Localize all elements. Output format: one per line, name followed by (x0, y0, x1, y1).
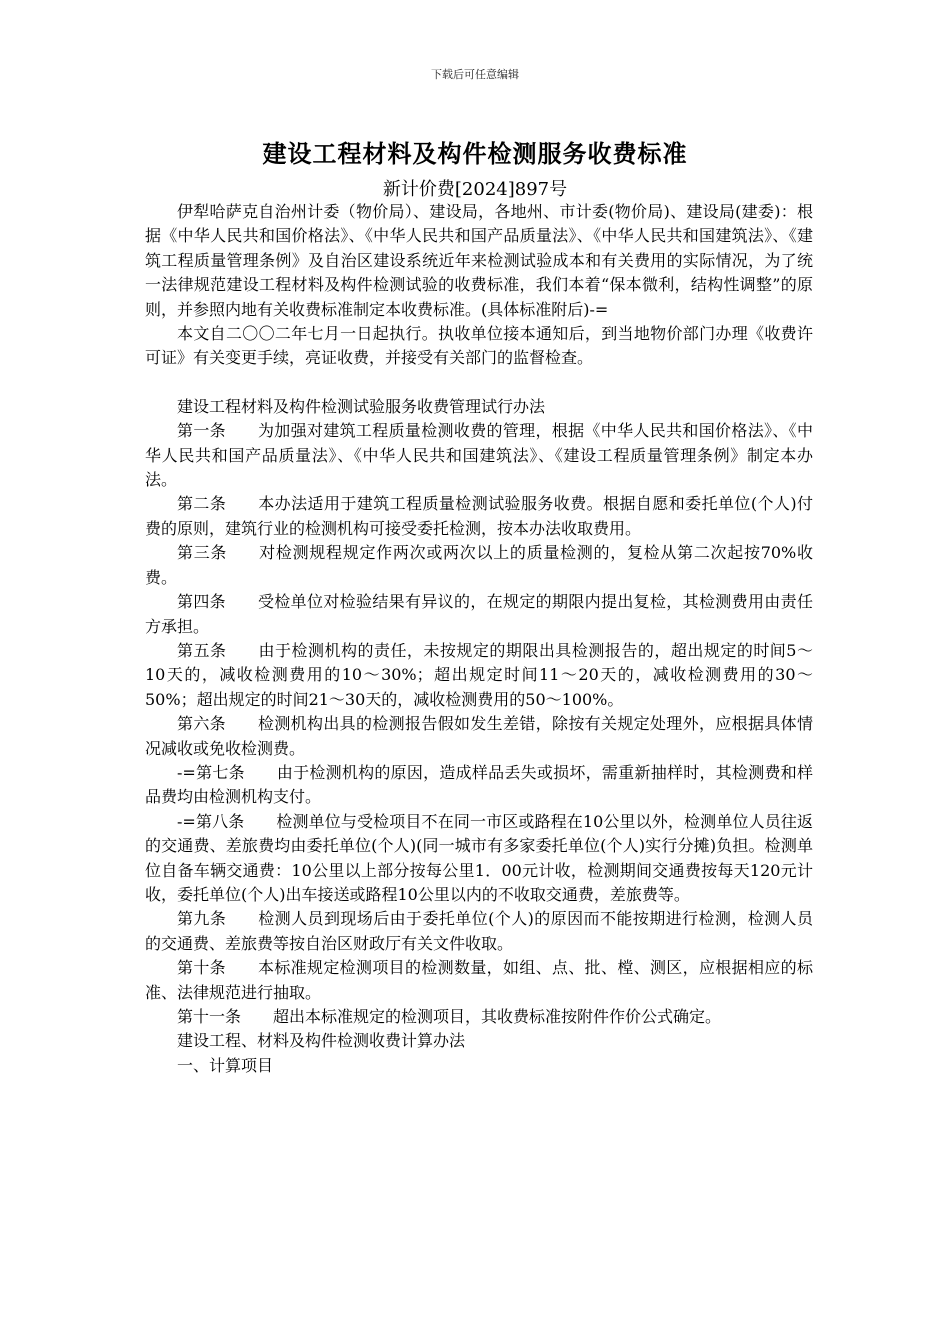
article-number: -=第七条 (177, 762, 245, 782)
article (145, 712, 813, 761)
article-number: 第三条 (177, 543, 228, 563)
article-text: 受检单位对检验结果有异议的，在规定的期限内提出复检，其检测费用由责任方承担。 (145, 592, 813, 636)
article-text: 对检测规程规定作两次或两次以上的质量检测的，复检从第二次起按70%收费。 (145, 543, 813, 587)
article-number: 第九条 (177, 909, 227, 929)
article (145, 956, 813, 1005)
article (145, 1005, 813, 1029)
article-text: 本标准规定检测项目的检测数量，如组、点、批、樘、测区，应根据相应的标准、法律规范进行抽取。 (145, 958, 813, 1002)
article-number: 第六条 (177, 714, 226, 734)
article-text: 检测人员到现场后由于委托单位(个人)的原因而不能按期进行检测，检测人员的交通费、差旅费等按自治区财政厅有关文件收取。 (145, 909, 813, 953)
document-title: 建设工程材料及构件检测服务收费标准 (262, 139, 688, 168)
article-text: 由于检测机构的原因，造成样品丢失或损坏，需重新抽样时，其检测费和样品费均由检测机构支付。 (145, 762, 813, 807)
article (145, 492, 813, 541)
article-number: -=第八条 (177, 811, 245, 831)
article (145, 907, 813, 956)
article-number: 第十一条 (177, 1007, 242, 1026)
article-text: 由于检测机构的责任，未按规定的期限出具检测报告的，超出规定的时间5～10天的，减收检测费用的10～30%；超出规定时间11～20天的，减收检测费用的30～50%；超出规定的时间21～30天的，减收检测费用的50～100%。 (145, 640, 813, 709)
article-number: 第二条 (177, 494, 227, 514)
calc-method-title: 建设工程、材料及构件检测收费计算办法 (177, 1031, 466, 1051)
article-text: 本办法适用于建筑工程质量检测试验服务收费。根据自愿和委托单位(个人)付费的原则，建筑行业的检测机构可接受委托检测，按本办法收取费用。 (145, 494, 813, 538)
document-body (145, 200, 813, 1078)
article-text: 为加强对建筑工程质量检测收费的管理，根据《中华人民共和国价格法》、《中华人民共和国产品质量法》、《中华人民共和国建筑法》、《建设工程质量管理条例》制定本办法。 (145, 421, 813, 490)
article (145, 761, 813, 810)
article (145, 541, 813, 590)
article (145, 639, 813, 712)
article-text: 超出本标准规定的检测项目，其收费标准按附件作价公式确定。 (273, 1007, 722, 1026)
calc-item-heading: 一、计算项目 (177, 1055, 274, 1075)
article (145, 590, 813, 639)
header-note: 下载后可任意编辑 (431, 68, 519, 81)
intro-paragraph: 伊犁哈萨克自治州计委（物价局）、建设局，各地州、市计委(物价局)、建设局(建委)：根据《中华人民共和国价格法》、《中华人民共和国产品质量法》、《中华人民共和国建筑法》、《建筑工程质量管理条例》及自治区建设系统近年来检测试验成本和有关费用的实际情况，为了统一法律规范建设工程材料及构件检测试验的收费标准，我们本着“保本微利，结构性调整”的原则，并参照内地有关收费标准制定本收费标准。(具体标准附后)-= (145, 202, 813, 319)
measures-title: 建设工程材料及构件检测试验服务收费管理试行办法 (177, 396, 546, 416)
article-number: 第五条 (177, 640, 227, 660)
article-number: 第一条 (177, 421, 226, 441)
article-text: 检测单位与受检项目不在同一市区或路程在10公里以外，检测单位人员往返的交通费、差旅费均由委托单位(个人)(同一城市有多家委托单位(个人)实行分摊)负担。检测单位自备车辆交通费：10公里以上部分按每公里1．00元计收，检测期间交通费按每天120元计收，委托单位(个人)出车接送或路程10公里以内的不收取交通费，差旅费等。 (145, 811, 813, 904)
article (145, 419, 813, 492)
article (145, 810, 813, 908)
intro-paragraph: 本文自二〇〇二年七月一日起执行。执收单位接本通知后，到当地物价部门办理《收费许可证》有关变更手续，亮证收费，并接受有关部门的监督检查。 (145, 324, 813, 368)
article-text: 检测机构出具的检测报告假如发生差错，除按有关规定处理外，应根据具体情况减收或免收检测费。 (145, 714, 813, 758)
article-number: 第十条 (177, 958, 226, 978)
article-number: 第四条 (177, 592, 226, 612)
document-number: 新计价费[2024]897号 (382, 179, 568, 200)
